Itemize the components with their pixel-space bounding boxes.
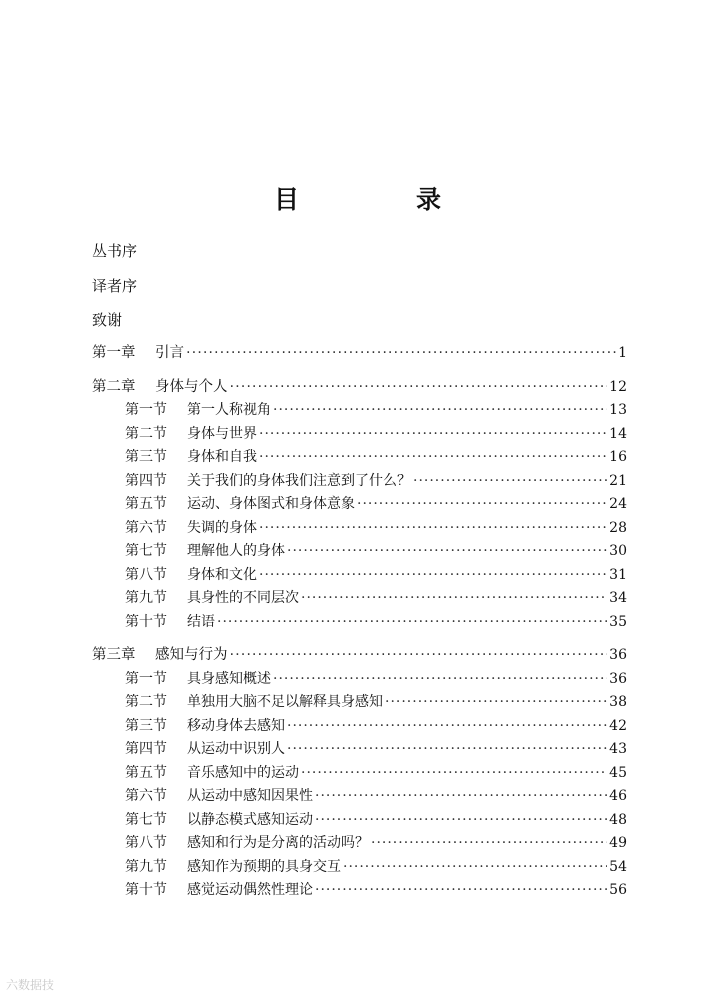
dot-leader — [230, 376, 608, 400]
section-title: 关于我们的身体我们注意到了什么？ — [187, 472, 411, 489]
dot-leader — [273, 399, 607, 423]
page-number: 28 — [609, 519, 627, 536]
page-number: 38 — [609, 694, 627, 710]
dot-leader — [371, 832, 607, 856]
page-number: 36 — [609, 670, 627, 687]
dot-leader — [315, 879, 607, 903]
toc-section-row[interactable] — [92, 587, 627, 611]
page-title: 目 录 — [273, 185, 487, 214]
section-number: 第二节 — [125, 694, 167, 710]
section-title: 结语 — [187, 613, 215, 630]
page-number: 48 — [609, 811, 627, 828]
section-number: 第五节 — [125, 764, 167, 781]
toc-section-row[interactable] — [92, 856, 627, 880]
section-number: 第三节 — [125, 717, 167, 734]
page-number: 43 — [609, 741, 627, 757]
section-title: 具身性的不同层次 — [187, 590, 299, 606]
section-title: 运动、身体图式和身体意象 — [187, 496, 355, 512]
toc-section-row[interactable] — [92, 423, 627, 447]
dot-leader — [385, 691, 607, 715]
dot-leader — [315, 785, 607, 809]
section-title: 具身感知概述 — [187, 670, 271, 687]
front-matter-item-translator-preface: 译者序 — [92, 277, 138, 295]
section-title: 感知作为预期的具身交互 — [187, 858, 341, 875]
section-number: 第二节 — [125, 425, 167, 442]
toc-section-row[interactable] — [92, 611, 627, 635]
section-number: 第一节 — [125, 670, 167, 687]
front-matter-item-series-preface: 丛书序 — [92, 242, 138, 260]
toc-section-row[interactable] — [92, 738, 627, 762]
toc-section-row[interactable] — [92, 540, 627, 564]
page-number: 14 — [609, 425, 627, 442]
dot-leader — [301, 587, 607, 611]
toc-section-row[interactable] — [92, 399, 627, 423]
section-number: 第一节 — [125, 402, 167, 418]
toc-section-row[interactable] — [92, 785, 627, 809]
dot-leader — [259, 423, 607, 447]
chapter-number: 第一章 — [92, 345, 136, 361]
section-title: 感觉运动偶然性理论 — [187, 882, 313, 898]
page-number: 56 — [609, 882, 627, 898]
section-title: 感知和行为是分离的活动吗？ — [187, 835, 369, 851]
section-number: 第四节 — [125, 741, 167, 757]
toc-section-row[interactable] — [92, 564, 627, 588]
dot-leader — [230, 644, 608, 668]
toc-section-row[interactable] — [92, 762, 627, 786]
section-number: 第八节 — [125, 566, 167, 583]
section-number: 第七节 — [125, 543, 167, 559]
dot-leader — [357, 493, 607, 517]
section-number: 第六节 — [125, 788, 167, 804]
dot-leader — [259, 564, 607, 588]
page-number: 30 — [609, 543, 627, 559]
toc-section-row[interactable] — [92, 446, 627, 470]
page-number: 46 — [609, 788, 627, 804]
section-title: 理解他人的身体 — [187, 543, 285, 559]
dot-leader — [343, 856, 607, 880]
page-number: 45 — [609, 764, 627, 781]
dot-leader — [259, 517, 607, 541]
dot-leader — [273, 668, 607, 692]
dot-leader — [287, 738, 607, 762]
toc-section-row[interactable] — [92, 517, 627, 541]
page-number: 13 — [609, 402, 627, 418]
dot-leader — [315, 809, 607, 833]
toc-chapter-row[interactable] — [92, 342, 627, 366]
page-number: 54 — [609, 858, 627, 875]
page-number: 1 — [618, 345, 627, 361]
dot-leader — [259, 446, 607, 470]
section-title: 第一人称视角 — [187, 402, 271, 418]
toc-section-row[interactable] — [92, 691, 627, 715]
page-number: 34 — [609, 590, 627, 606]
page-number: 24 — [609, 496, 627, 512]
page-number: 49 — [609, 835, 627, 851]
page-number: 21 — [609, 472, 627, 489]
page-number: 31 — [609, 566, 627, 583]
section-title: 从运动中识别人 — [187, 741, 285, 757]
chapter-number: 第二章 — [92, 378, 136, 395]
section-title: 移动身体去感知 — [187, 717, 285, 734]
page-number: 12 — [609, 378, 627, 395]
section-number: 第十节 — [125, 613, 167, 630]
table-of-contents — [92, 342, 627, 903]
dot-leader — [186, 342, 616, 366]
chapter-title: 身体与个人 — [155, 378, 228, 395]
section-title: 身体与世界 — [187, 425, 257, 442]
section-title: 从运动中感知因果性 — [187, 788, 313, 804]
toc-section-row[interactable] — [92, 832, 627, 856]
section-title: 身体和文化 — [187, 566, 257, 583]
dot-leader — [217, 611, 607, 635]
toc-section-row[interactable] — [92, 493, 627, 517]
chapter-number: 第三章 — [92, 647, 136, 663]
dot-leader — [301, 762, 607, 786]
page-number: 36 — [609, 647, 627, 663]
dot-leader — [413, 470, 607, 494]
chapter-title: 感知与行为 — [155, 647, 228, 663]
toc-section-row[interactable] — [92, 809, 627, 833]
watermark: 六数据技 — [6, 978, 55, 992]
page-number: 16 — [609, 449, 627, 465]
chapter-title: 引言 — [155, 345, 184, 361]
section-number: 第九节 — [125, 858, 167, 875]
page-number: 35 — [609, 613, 627, 630]
section-number: 第十节 — [125, 882, 167, 898]
toc-section-row[interactable] — [92, 715, 627, 739]
section-number: 第三节 — [125, 449, 167, 465]
section-number: 第七节 — [125, 811, 167, 828]
toc-section-row[interactable] — [92, 668, 627, 692]
toc-section-row[interactable] — [92, 470, 627, 494]
section-title: 单独用大脑不足以解释具身感知 — [187, 694, 383, 710]
section-title: 身体和自我 — [187, 449, 257, 465]
toc-chapter-row[interactable] — [92, 376, 627, 400]
front-matter-item-acknowledgements: 致谢 — [92, 311, 123, 329]
toc-chapter-row[interactable] — [92, 644, 627, 668]
dot-leader — [287, 540, 607, 564]
section-title: 以静态模式感知运动 — [187, 811, 313, 828]
dot-leader — [287, 715, 607, 739]
toc-section-row[interactable] — [92, 879, 627, 903]
section-title: 音乐感知中的运动 — [187, 764, 299, 781]
page-number: 42 — [609, 717, 627, 734]
section-number: 第八节 — [125, 835, 167, 851]
section-title: 失调的身体 — [187, 519, 257, 536]
section-number: 第九节 — [125, 590, 167, 606]
section-number: 第六节 — [125, 519, 167, 536]
section-number: 第四节 — [125, 472, 167, 489]
section-number: 第五节 — [125, 496, 167, 512]
